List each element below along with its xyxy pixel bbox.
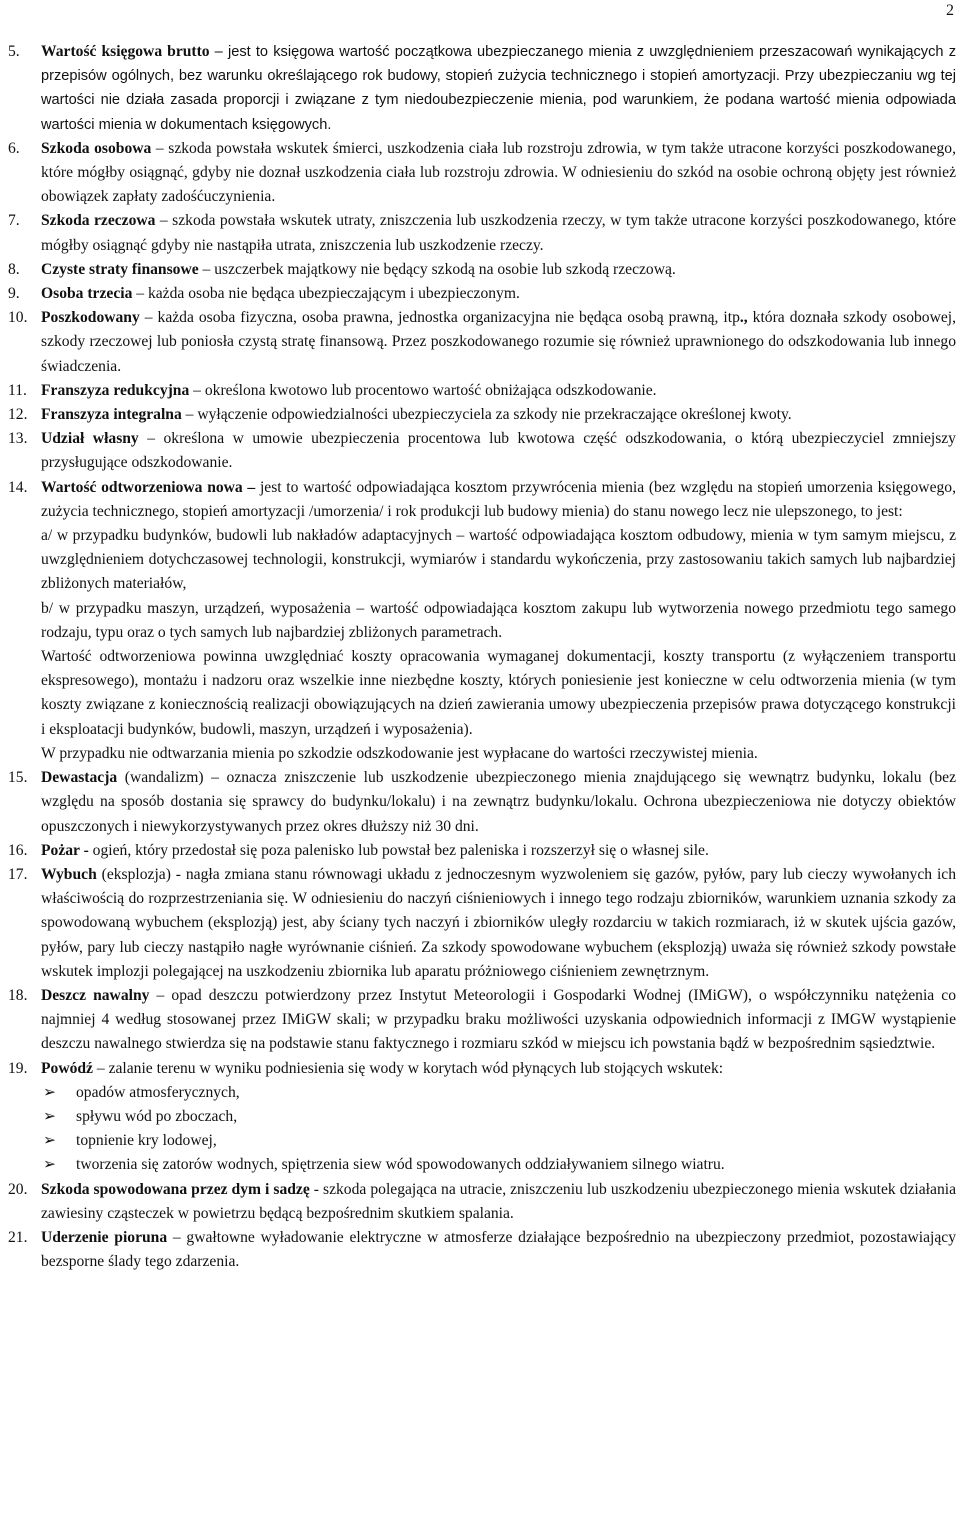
arrow-bullet-icon: ➢ — [43, 1156, 57, 1174]
definition-text: – uszczerbek majątkowy nie będący szkodą na osobie lub szkodą rzeczową. — [198, 260, 676, 278]
item-paragraph — [41, 1178, 956, 1226]
definition-text: – gwałtowne wyładowanie elektryczne w atmosferze działające bezpośrednio na ubezpieczony przedmiot, pozostawiający bezsporne ślady tego zdarzenia. — [41, 1228, 956, 1271]
definition-text: – opad deszczu potwierdzony przez Instytut Meteorologii i Gospodarki Wodnej (IMiGW), o współczynniku natężenia co najmniej 4 według stosowanej przez IMiGW skali; w przypadku braku możliwości uzyskania odpowiednich informacji z IMGW wystąpienie deszczu nawalnego stwierdza się na podstawie stanu faktycznego i rozmiaru szkód w miejscu ich powstania bądź w bezpośrednim sąsiedztwie. — [41, 986, 957, 1053]
list-item — [41, 1129, 956, 1153]
term-label: Pożar - — [41, 841, 93, 859]
term-label: Wartość odtworzeniowa nowa – — [41, 478, 260, 496]
definition-item — [8, 306, 956, 379]
item-paragraph — [41, 597, 956, 645]
item-number: 21. — [8, 1228, 28, 1246]
item-paragraph — [41, 645, 956, 742]
item-number: 8. — [8, 260, 20, 278]
item-paragraph — [41, 476, 956, 524]
item-paragraph — [41, 427, 956, 475]
term-label: Dewastacja — [41, 769, 118, 787]
definition-item — [8, 1178, 956, 1226]
item-number: 7. — [8, 212, 20, 230]
definition-text: – każda osoba fizyczna, osoba prawna, jednostka organizacyjna nie będąca osobą prawną, itp — [139, 309, 740, 327]
item-paragraph — [41, 766, 956, 839]
arrow-bullet-icon: ➢ — [43, 1132, 57, 1150]
item-paragraph — [41, 742, 956, 766]
item-paragraph — [41, 524, 956, 597]
item-paragraph — [41, 984, 956, 1057]
term-label: Powódź — [41, 1059, 93, 1077]
definition-text: (wandalizm) – oznacza zniszczenie lub uszkodzenie ubezpieczonego mienia znajdującego się wewnątrz budynku, lokalu (bez względu na sposób dostania się sprawcy do budynku/lokalu) i na zewnątrz budynku/lokalu. Ochrona ubezpieczeniowa nie dotyczy obiektów opuszczonych i niewykorzystywanych przez okres dłuższy niż 30 dni. — [41, 769, 956, 835]
definition-item — [8, 209, 956, 257]
item-paragraph — [41, 137, 956, 210]
term-label: ., — [739, 309, 748, 327]
item-number: 14. — [8, 478, 28, 496]
term-label: Wybuch — [41, 865, 97, 883]
definition-text: (eksplozja) - nagła zmiana stanu równowagi układu z jednoczesnym wyzwoleniem się gazów, pyłów, pary lub cieczy wywołanych ich właściwością do rozprzestrzeniania się. W odniesieniu do naczyń ciśnieniowych i innego tego rodzaju zbiorników, warunkiem uznania szkody za spowodowaną wybuchem (eksplozją) jest, aby ściany tych naczyń i zbiorników uległy rozdarciu w takich rozmiarach, iż w skutek ujścia gazów, pyłów, pary lub cieczy nastąpiło nagłe wyrównanie ciśnień. Za szkody spowodowane wybuchem (eksplozją) uważa się również szkody powstałe wskutek implozji polegającej na uszkodzeniu zbiornika lub aparatu próżniowego ciśnieniem zewnętrznym. — [41, 865, 956, 980]
item-number: 5. — [8, 43, 20, 60]
item-number: 9. — [8, 285, 20, 303]
term-label: Deszcz nawalny — [41, 986, 150, 1004]
definition-text: W przypadku nie odtwarzania mienia po szkodzie odszkodowanie jest wypłacane do wartości rzeczywistej mienia. — [41, 744, 758, 762]
definition-item — [8, 1226, 956, 1274]
list-item-text: opadów atmosferycznych, — [76, 1083, 240, 1101]
arrow-bullet-icon: ➢ — [43, 1107, 57, 1125]
term-label: Franszyza integralna — [41, 406, 182, 424]
definition-item — [8, 1057, 956, 1178]
definition-text: – szkoda powstała wskutek utraty, zniszczenia lub uszkodzenia rzeczy, w tym także utracone korzyści poszkodowanego, które mógłby osiągnąć gdyby nie nastąpiła utrata, zniszczenia lub uszkodzenie rzeczy. — [41, 212, 956, 254]
definition-item — [8, 984, 956, 1057]
term-label: Franszyza redukcyjna — [41, 381, 190, 399]
definition-text: jest to wartość odpowiadająca kosztom przywrócenia mienia (bez względu na stopień umorzenia księgowego, zużycia technicznego, stopień amortyzacji /umorzenia/ i rok produkcji lub budowy mienia) do stanu nowego lecz nie ulepszonego, to jest: — [41, 478, 956, 520]
item-number: 6. — [8, 139, 20, 157]
term-label: Osoba trzecia — [41, 285, 133, 303]
definition-text: – określona kwotowo lub procentowo wartość obniżająca odszkodowanie. — [189, 381, 657, 399]
definition-item — [8, 258, 956, 282]
item-number: 17. — [8, 865, 28, 883]
list-item — [41, 1081, 956, 1105]
item-number: 15. — [8, 769, 28, 787]
definition-item — [8, 427, 956, 475]
definition-text: – wyłączenie odpowiedzialności ubezpieczyciela za szkody nie przekraczające określonej kwoty. — [181, 406, 792, 424]
item-paragraph — [41, 306, 956, 379]
term-label: Wartość księgowa brutto — [41, 43, 215, 60]
page-number: 2 — [946, 2, 954, 19]
list-item — [41, 1105, 956, 1129]
bullet-list — [41, 1081, 956, 1178]
term-label: Udział własny — [41, 430, 139, 448]
definition-item — [8, 839, 956, 863]
document-body — [8, 40, 956, 1274]
definition-text: która doznała szkody osobowej, szkody rzeczowej lub poniosła czystą stratę finansową. Przez poszkodowanego rozumie się również uprawnionego do odszkodowania lub innego świadczenia. — [41, 309, 957, 375]
arrow-bullet-icon: ➢ — [43, 1083, 57, 1101]
term-label: Uderzenie pioruna — [41, 1228, 168, 1246]
definition-item — [8, 137, 956, 210]
item-paragraph — [41, 403, 956, 427]
definition-item — [8, 476, 956, 766]
list-item-text: spływu wód po zboczach, — [76, 1107, 238, 1125]
item-number: 12. — [8, 406, 28, 424]
item-paragraph — [41, 282, 956, 306]
item-paragraph — [41, 839, 956, 863]
item-number: 16. — [8, 841, 28, 859]
list-item-text: tworzenia się zatorów wodnych, spiętrzenia siew wód spowodowanych oddziaływaniem silnego wiatru. — [76, 1156, 725, 1174]
term-label: Czyste straty finansowe — [41, 260, 199, 278]
list-item — [41, 1153, 956, 1177]
item-number: 11. — [8, 381, 27, 399]
definition-text: – szkoda powstała wskutek śmierci, uszkodzenia ciała lub rozstroju zdrowia, w tym także utracone korzyści poszkodowanego, które mógłby osiągnąć, gdyby nie doznał uszkodzenia ciała lub rozstroju zdrowia. W odniesieniu do szkód na osobie ochroną objęty jest również obowiązek zapłaty zadośćuczynienia. — [41, 139, 956, 206]
definition-item — [8, 379, 956, 403]
definition-text: ogień, który przedostał się poza palenisko lub powstał bez paleniska i rozszerzył się o własnej sile. — [92, 841, 709, 859]
item-paragraph — [41, 1226, 956, 1274]
item-paragraph — [41, 209, 956, 257]
term-label: Poszkodowany — [41, 309, 140, 327]
term-label: Szkoda rzeczowa — [41, 212, 156, 230]
definition-text: b/ w przypadku maszyn, urządzeń, wyposażenia – wartość odpowiadająca kosztom zakupu lub wytworzenia nowego przedmiotu tego samego rodzaju, typu oraz o tych samych lub najbardziej zbliżonych parametrach. — [41, 599, 956, 641]
item-paragraph — [41, 863, 956, 984]
item-number: 20. — [8, 1180, 28, 1198]
definition-text: a/ w przypadku budynków, budowli lub nakładów adaptacyjnych – wartość odpowiadająca kosztom odbudowy, mienia w tym samym miejscu, z uwzględnieniem dotychczasowej technologii, konstrukcji, wymiarów i standardu wykończenia, przy zastosowaniu takich samych lub najbardziej zbliżonych materiałów, — [41, 527, 956, 593]
item-paragraph — [41, 1057, 956, 1081]
list-item-text: topnienie kry lodowej, — [76, 1132, 217, 1150]
item-number: 18. — [8, 986, 28, 1004]
definition-text: – zalanie terenu w wyniku podniesienia się wody w korytach wód płynących lub stojących wskutek: — [92, 1059, 724, 1077]
term-label: Szkoda osobowa — [41, 139, 152, 157]
item-paragraph — [41, 258, 956, 282]
definition-item — [8, 403, 956, 427]
definition-item — [8, 282, 956, 306]
definition-text: - szkoda polegająca na utracie, zniszczeniu lub uszkodzeniu ubezpieczonego mienia wskutek działania zawiesiny cząsteczek w powietrzu będącą bezpośrednim skutkiem spalania. — [41, 1180, 956, 1222]
item-number: 10. — [8, 309, 28, 327]
item-paragraph — [41, 40, 956, 137]
definition-item — [8, 863, 956, 984]
item-paragraph — [41, 379, 956, 403]
definition-text: – każda osoba nie będąca ubezpieczającym i ubezpieczonym. — [132, 285, 520, 303]
definition-text: – jest to księgowa wartość początkowa ubezpieczanego mienia z uwzględnieniem przeszacowań wynikających z przepisów ogólnych, bez warunku określającego rok budowy, stopień zużycia technicznego i stopień amortyzacji. Przy ubezpieczaniu wg tej wartości nie działa zasada proporcji i związane z tym niedoubezpieczenie mienia, pod warunkiem, że podana wartość mienia odpowiada wartości mienia w dokumentach księgowych. — [41, 44, 956, 133]
definition-item — [8, 40, 956, 137]
item-number: 19. — [8, 1059, 28, 1077]
term-label: Szkoda spowodowana przez dym i sadzę — [41, 1180, 310, 1198]
definition-text: – określona w umowie ubezpieczenia procentowa lub kwotowa część odszkodowania, o którą ubezpieczyciel zmniejszy przysługujące odszkodowanie. — [41, 430, 956, 472]
item-number: 13. — [8, 430, 28, 448]
definition-text: Wartość odtworzeniowa powinna uwzględniać koszty opracowania wymaganej dokumentacji, koszty transportu (z wyłączeniem transportu ekspresowego), montażu i nadzoru oraz wszelkie inne niezbędne koszty, których poniesienie jest konieczne w celu odtworzenia mienia (w tym koszty związane z koniecznością realizacji obowiązujących na dzień zawierania umowy ubezpieczenia przepisów prawa dotyczącego konstrukcji i eksploatacji budynków, budowli, maszyn, urządzeń i wyposażenia). — [41, 648, 956, 738]
definition-item — [8, 766, 956, 839]
